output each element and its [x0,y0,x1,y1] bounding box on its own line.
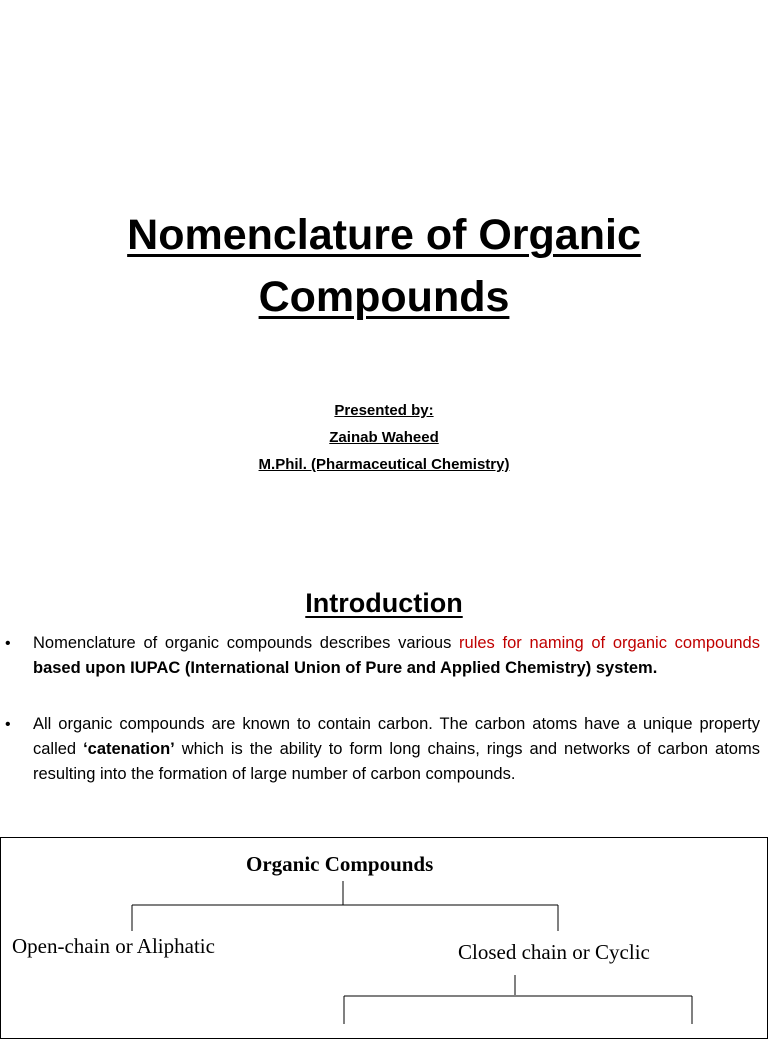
introduction-bullets [0,631,768,787]
bullet-1-highlight: rules for naming of organic compounds [459,634,760,652]
bullet-1-text: Nomenclature of organic compounds describes various [33,634,460,652]
title-line-2: Compounds [258,273,510,321]
bullet-catenation [0,712,768,787]
presenter-degree: M.Phil. (Pharmaceutical Chemistry) [258,456,510,473]
diagram-root-label: Organic Compounds [246,852,434,876]
bullet-2-text-end: which is the ability to form long chains, rings and networks of carbon atoms resulting into the formation of large number of carbon compounds. [33,740,760,783]
introduction-heading: Introduction [305,588,463,618]
page-title [0,204,768,328]
presenter-name: Zainab Waheed [329,429,439,446]
diagram-closed-chain-label: Closed chain or Cyclic [458,940,650,964]
classification-diagram [0,837,768,1024]
presenter-label: Presented by: [334,402,434,419]
presenter-block [0,397,768,478]
bullet-2-text: All organic compounds are known to contain carbon. The carbon atoms have a unique property called [33,715,760,758]
bullet-iupac [0,631,768,681]
bullet-dot-icon: • [5,716,11,733]
bullet-1-bold: based upon IUPAC (International Union of Pure and Applied Chemistry) system. [33,659,658,677]
bullet-2-bold: ‘catenation’ [83,740,175,758]
title-line-1: Nomenclature of Organic [127,211,641,259]
bullet-dot-icon: • [5,635,11,652]
diagram-open-chain-label: Open-chain or Aliphatic [12,934,215,958]
